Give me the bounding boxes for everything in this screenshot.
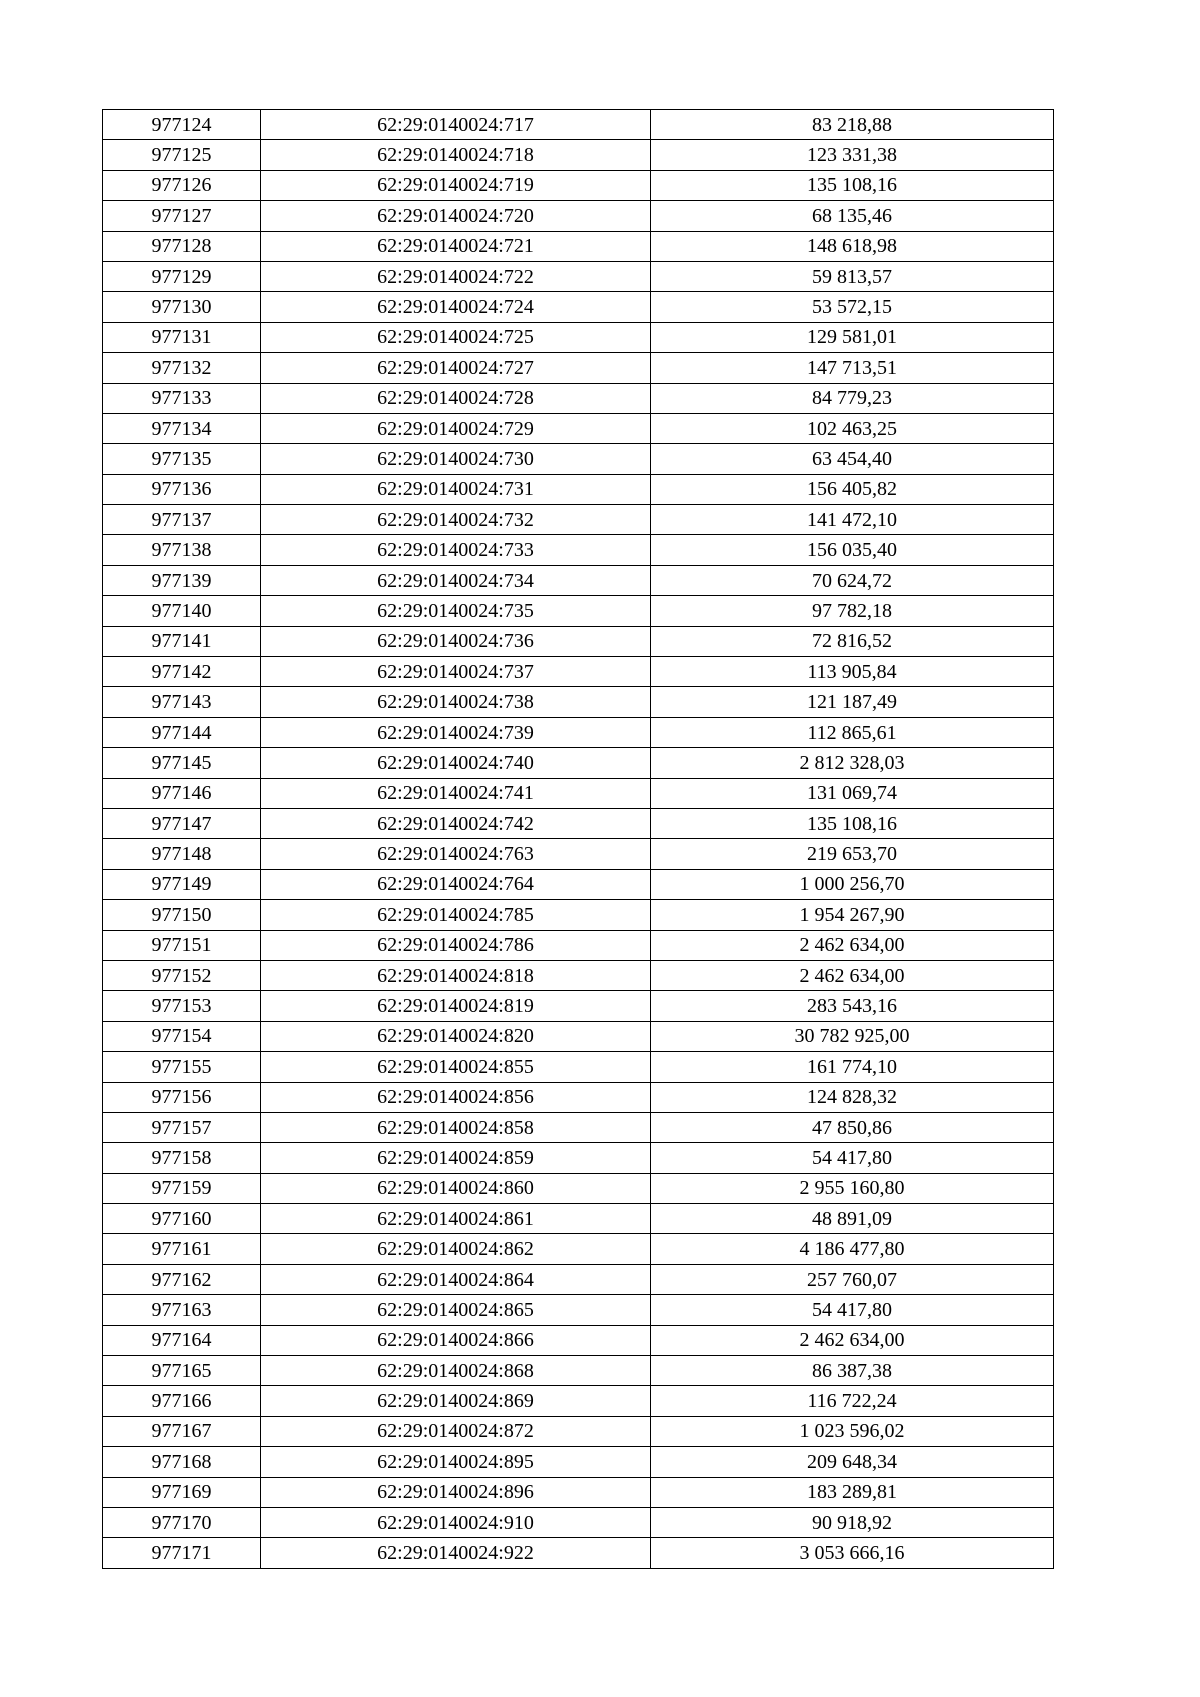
row-number-cell: 977143 — [103, 687, 261, 717]
cadastral-value-cell: 54 417,80 — [651, 1143, 1054, 1173]
table-row — [103, 1447, 1054, 1477]
cadastral-number-cell: 62:29:0140024:735 — [261, 596, 651, 626]
cadastral-value-cell: 135 108,16 — [651, 170, 1054, 200]
table-row — [103, 930, 1054, 960]
row-number-cell: 977147 — [103, 808, 261, 838]
row-number-cell: 977142 — [103, 657, 261, 687]
row-number-cell: 977162 — [103, 1264, 261, 1294]
table-row — [103, 1082, 1054, 1112]
cadastral-value-cell: 70 624,72 — [651, 565, 1054, 595]
cadastral-value-cell: 2 812 328,03 — [651, 748, 1054, 778]
cadastral-value-cell: 161 774,10 — [651, 1052, 1054, 1082]
cadastral-value-cell: 54 417,80 — [651, 1295, 1054, 1325]
row-number-cell: 977139 — [103, 565, 261, 595]
table-row — [103, 1234, 1054, 1264]
cadastral-value-cell: 183 289,81 — [651, 1477, 1054, 1507]
cadastral-number-cell: 62:29:0140024:820 — [261, 1021, 651, 1051]
table-row — [103, 1112, 1054, 1142]
table-row — [103, 626, 1054, 656]
cadastral-number-cell: 62:29:0140024:785 — [261, 900, 651, 930]
table-row — [103, 1538, 1054, 1568]
cadastral-value-cell: 1 954 267,90 — [651, 900, 1054, 930]
cadastral-value-cell: 68 135,46 — [651, 201, 1054, 231]
row-number-cell: 977156 — [103, 1082, 261, 1112]
row-number-cell: 977150 — [103, 900, 261, 930]
cadastral-number-cell: 62:29:0140024:763 — [261, 839, 651, 869]
row-number-cell: 977136 — [103, 474, 261, 504]
row-number-cell: 977130 — [103, 292, 261, 322]
table-row — [103, 960, 1054, 990]
cadastral-number-cell: 62:29:0140024:724 — [261, 292, 651, 322]
table-row — [103, 808, 1054, 838]
cadastral-value-cell: 141 472,10 — [651, 505, 1054, 535]
row-number-cell: 977168 — [103, 1447, 261, 1477]
table-row — [103, 900, 1054, 930]
cadastral-number-cell: 62:29:0140024:719 — [261, 170, 651, 200]
row-number-cell: 977169 — [103, 1477, 261, 1507]
cadastral-number-cell: 62:29:0140024:859 — [261, 1143, 651, 1173]
row-number-cell: 977126 — [103, 170, 261, 200]
row-number-cell: 977159 — [103, 1173, 261, 1203]
cadastral-value-cell: 257 760,07 — [651, 1264, 1054, 1294]
cadastral-number-cell: 62:29:0140024:730 — [261, 444, 651, 474]
table-row — [103, 505, 1054, 535]
table-row — [103, 1021, 1054, 1051]
row-number-cell: 977145 — [103, 748, 261, 778]
table-row — [103, 1416, 1054, 1446]
cadastral-number-cell: 62:29:0140024:734 — [261, 565, 651, 595]
table-row — [103, 1052, 1054, 1082]
cadastral-number-cell: 62:29:0140024:717 — [261, 110, 651, 140]
cadastral-number-cell: 62:29:0140024:742 — [261, 808, 651, 838]
cadastral-number-cell: 62:29:0140024:861 — [261, 1204, 651, 1234]
cadastral-value-cell: 156 035,40 — [651, 535, 1054, 565]
cadastral-number-cell: 62:29:0140024:856 — [261, 1082, 651, 1112]
cadastral-value-cell: 124 828,32 — [651, 1082, 1054, 1112]
cadastral-value-cell: 90 918,92 — [651, 1507, 1054, 1537]
cadastral-value-cell: 2 462 634,00 — [651, 1325, 1054, 1355]
row-number-cell: 977124 — [103, 110, 261, 140]
table-row — [103, 1264, 1054, 1294]
cadastral-value-cell: 2 955 160,80 — [651, 1173, 1054, 1203]
cadastral-value-cell: 53 572,15 — [651, 292, 1054, 322]
table-row — [103, 1507, 1054, 1537]
row-number-cell: 977149 — [103, 869, 261, 899]
table-row — [103, 748, 1054, 778]
cadastral-value-cell: 113 905,84 — [651, 657, 1054, 687]
row-number-cell: 977153 — [103, 991, 261, 1021]
row-number-cell: 977152 — [103, 960, 261, 990]
cadastral-number-cell: 62:29:0140024:731 — [261, 474, 651, 504]
cadastral-number-cell: 62:29:0140024:855 — [261, 1052, 651, 1082]
row-number-cell: 977128 — [103, 231, 261, 261]
table-body — [103, 110, 1054, 1569]
table-row — [103, 353, 1054, 383]
cadastral-number-cell: 62:29:0140024:729 — [261, 413, 651, 443]
table-row — [103, 657, 1054, 687]
cadastral-number-cell: 62:29:0140024:896 — [261, 1477, 651, 1507]
cadastral-number-cell: 62:29:0140024:740 — [261, 748, 651, 778]
cadastral-number-cell: 62:29:0140024:818 — [261, 960, 651, 990]
row-number-cell: 977137 — [103, 505, 261, 535]
table-row — [103, 292, 1054, 322]
row-number-cell: 977125 — [103, 140, 261, 170]
table-row — [103, 413, 1054, 443]
cadastral-number-cell: 62:29:0140024:819 — [261, 991, 651, 1021]
cadastral-value-cell: 72 816,52 — [651, 626, 1054, 656]
cadastral-number-cell: 62:29:0140024:868 — [261, 1356, 651, 1386]
table-row — [103, 1356, 1054, 1386]
cadastral-value-cell: 3 053 666,16 — [651, 1538, 1054, 1568]
table-row — [103, 444, 1054, 474]
row-number-cell: 977148 — [103, 839, 261, 869]
cadastral-number-cell: 62:29:0140024:764 — [261, 869, 651, 899]
row-number-cell: 977133 — [103, 383, 261, 413]
table-row — [103, 839, 1054, 869]
cadastral-number-cell: 62:29:0140024:720 — [261, 201, 651, 231]
table-row — [103, 596, 1054, 626]
cadastral-number-cell: 62:29:0140024:738 — [261, 687, 651, 717]
cadastral-value-cell: 30 782 925,00 — [651, 1021, 1054, 1051]
cadastral-value-cell: 2 462 634,00 — [651, 930, 1054, 960]
cadastral-value-cell: 59 813,57 — [651, 261, 1054, 291]
cadastral-number-cell: 62:29:0140024:872 — [261, 1416, 651, 1446]
cadastral-number-cell: 62:29:0140024:733 — [261, 535, 651, 565]
cadastral-number-cell: 62:29:0140024:722 — [261, 261, 651, 291]
cadastral-value-cell: 147 713,51 — [651, 353, 1054, 383]
cadastral-number-cell: 62:29:0140024:725 — [261, 322, 651, 352]
row-number-cell: 977146 — [103, 778, 261, 808]
row-number-cell: 977129 — [103, 261, 261, 291]
cadastral-value-cell: 283 543,16 — [651, 991, 1054, 1021]
cadastral-number-cell: 62:29:0140024:860 — [261, 1173, 651, 1203]
cadastral-value-cell: 63 454,40 — [651, 444, 1054, 474]
cadastral-number-cell: 62:29:0140024:727 — [261, 353, 651, 383]
cadastral-number-cell: 62:29:0140024:922 — [261, 1538, 651, 1568]
cadastral-number-cell: 62:29:0140024:721 — [261, 231, 651, 261]
row-number-cell: 977127 — [103, 201, 261, 231]
table-row — [103, 140, 1054, 170]
cadastral-value-cell: 131 069,74 — [651, 778, 1054, 808]
cadastral-number-cell: 62:29:0140024:786 — [261, 930, 651, 960]
row-number-cell: 977132 — [103, 353, 261, 383]
cadastral-value-cell: 48 891,09 — [651, 1204, 1054, 1234]
cadastral-value-cell: 112 865,61 — [651, 717, 1054, 747]
row-number-cell: 977166 — [103, 1386, 261, 1416]
cadastral-number-cell: 62:29:0140024:864 — [261, 1264, 651, 1294]
table-row — [103, 1477, 1054, 1507]
cadastral-number-cell: 62:29:0140024:910 — [261, 1507, 651, 1537]
table-row — [103, 1143, 1054, 1173]
table-row — [103, 231, 1054, 261]
row-number-cell: 977157 — [103, 1112, 261, 1142]
table-row — [103, 110, 1054, 140]
table-row — [103, 535, 1054, 565]
cadastral-number-cell: 62:29:0140024:865 — [261, 1295, 651, 1325]
cadastral-number-cell: 62:29:0140024:895 — [261, 1447, 651, 1477]
cadastral-value-cell: 209 648,34 — [651, 1447, 1054, 1477]
row-number-cell: 977135 — [103, 444, 261, 474]
table-row — [103, 170, 1054, 200]
cadastral-value-cell: 129 581,01 — [651, 322, 1054, 352]
cadastral-value-cell: 121 187,49 — [651, 687, 1054, 717]
cadastral-number-cell: 62:29:0140024:869 — [261, 1386, 651, 1416]
cadastral-value-cell: 4 186 477,80 — [651, 1234, 1054, 1264]
row-number-cell: 977171 — [103, 1538, 261, 1568]
cadastral-number-cell: 62:29:0140024:736 — [261, 626, 651, 656]
row-number-cell: 977138 — [103, 535, 261, 565]
table-row — [103, 474, 1054, 504]
cadastral-value-cell: 97 782,18 — [651, 596, 1054, 626]
table-row — [103, 1386, 1054, 1416]
cadastral-value-cell: 148 618,98 — [651, 231, 1054, 261]
table-row — [103, 869, 1054, 899]
table-row — [103, 1325, 1054, 1355]
cadastral-value-cell: 219 653,70 — [651, 839, 1054, 869]
table-row — [103, 322, 1054, 352]
row-number-cell: 977160 — [103, 1204, 261, 1234]
cadastral-number-cell: 62:29:0140024:732 — [261, 505, 651, 535]
cadastral-number-cell: 62:29:0140024:858 — [261, 1112, 651, 1142]
table-row — [103, 991, 1054, 1021]
table-row — [103, 1204, 1054, 1234]
cadastral-value-cell: 2 462 634,00 — [651, 960, 1054, 990]
cadastral-value-cell: 84 779,23 — [651, 383, 1054, 413]
cadastral-number-cell: 62:29:0140024:739 — [261, 717, 651, 747]
cadastral-number-cell: 62:29:0140024:718 — [261, 140, 651, 170]
table-row — [103, 201, 1054, 231]
cadastral-number-cell: 62:29:0140024:866 — [261, 1325, 651, 1355]
row-number-cell: 977167 — [103, 1416, 261, 1446]
row-number-cell: 977151 — [103, 930, 261, 960]
row-number-cell: 977155 — [103, 1052, 261, 1082]
row-number-cell: 977163 — [103, 1295, 261, 1325]
table-row — [103, 717, 1054, 747]
table-row — [103, 1295, 1054, 1325]
row-number-cell: 977134 — [103, 413, 261, 443]
row-number-cell: 977158 — [103, 1143, 261, 1173]
cadastral-value-cell: 116 722,24 — [651, 1386, 1054, 1416]
cadastral-value-cell: 156 405,82 — [651, 474, 1054, 504]
row-number-cell: 977154 — [103, 1021, 261, 1051]
table-row — [103, 383, 1054, 413]
cadastral-number-cell: 62:29:0140024:737 — [261, 657, 651, 687]
cadastral-value-cell: 102 463,25 — [651, 413, 1054, 443]
table-row — [103, 1173, 1054, 1203]
table-row — [103, 565, 1054, 595]
row-number-cell: 977140 — [103, 596, 261, 626]
table-row — [103, 261, 1054, 291]
row-number-cell: 977164 — [103, 1325, 261, 1355]
row-number-cell: 977165 — [103, 1356, 261, 1386]
cadastral-value-table — [102, 109, 1054, 1569]
cadastral-value-cell: 1 000 256,70 — [651, 869, 1054, 899]
table-row — [103, 778, 1054, 808]
row-number-cell: 977141 — [103, 626, 261, 656]
cadastral-number-cell: 62:29:0140024:728 — [261, 383, 651, 413]
cadastral-value-cell: 1 023 596,02 — [651, 1416, 1054, 1446]
cadastral-number-cell: 62:29:0140024:862 — [261, 1234, 651, 1264]
cadastral-value-cell: 86 387,38 — [651, 1356, 1054, 1386]
row-number-cell: 977161 — [103, 1234, 261, 1264]
row-number-cell: 977144 — [103, 717, 261, 747]
cadastral-value-cell: 47 850,86 — [651, 1112, 1054, 1142]
row-number-cell: 977170 — [103, 1507, 261, 1537]
cadastral-value-cell: 123 331,38 — [651, 140, 1054, 170]
cadastral-value-cell: 83 218,88 — [651, 110, 1054, 140]
row-number-cell: 977131 — [103, 322, 261, 352]
cadastral-value-cell: 135 108,16 — [651, 808, 1054, 838]
cadastral-number-cell: 62:29:0140024:741 — [261, 778, 651, 808]
table-row — [103, 687, 1054, 717]
